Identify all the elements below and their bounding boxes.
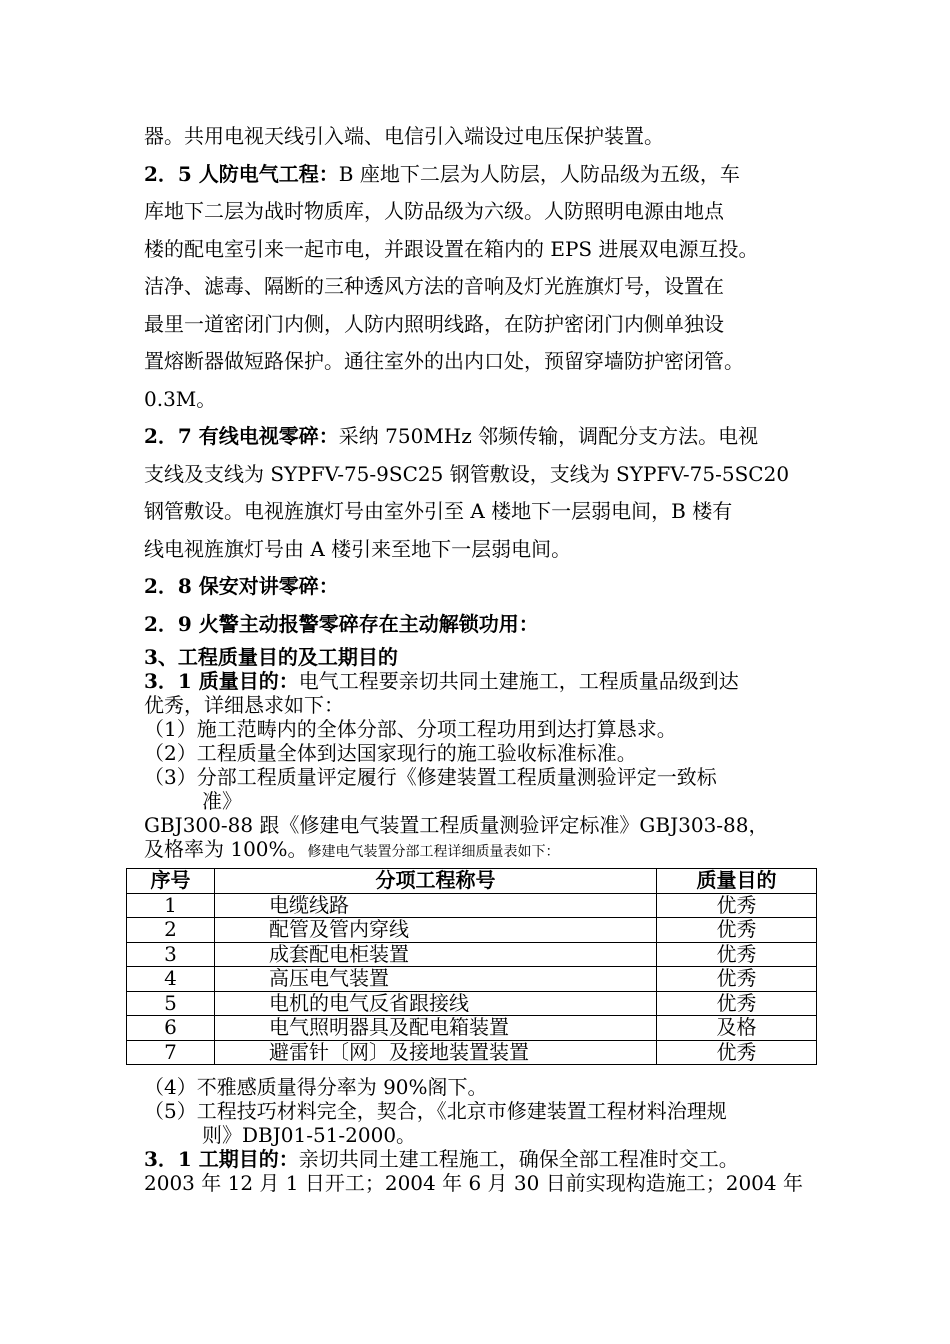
section-2-5: 2．5 人防电气工程：B 座地下二层为人防层，人防品级为五级，车 xyxy=(144,161,740,186)
text-line: 洁净、滤毒、隔断的三种透风方法的音响及灯光旌旗灯号，设置在 xyxy=(144,274,724,298)
text-line: 2003 年 12 月 1 日开工；2004 年 6 月 30 日前实现构造施工；2004 年 xyxy=(144,1171,803,1195)
table-caption: 修建电气装置分部工程详细质量表如下： xyxy=(307,844,560,860)
table-row: 3 成套配电柜装置 优秀 xyxy=(127,942,817,967)
paragraph-continuation: 器。共用电视天线引入端、电信引入端设过电压保护装置。 xyxy=(144,124,664,148)
text-line: 线电视旌旗灯号由 A 楼引来至地下一层弱电间。 xyxy=(144,536,572,561)
text-line: GBJ300-88 跟《修建电气装置工程质量测验评定标准》GBJ303-88， xyxy=(144,813,769,837)
text-line: 置熔断器做短路保护。通往室外的出内口处，预留穿墙防护密闭管。 xyxy=(144,349,744,373)
section-3-title: 3、工程质量目的及工期目的 xyxy=(144,645,398,669)
table-header-row xyxy=(127,869,817,894)
list-item: （5）工程技巧材料完全，契合，《北京市修建装置工程材料治理规 xyxy=(144,1099,727,1123)
text-line: 楼的配电室引来一起市电，并跟设置在箱内的 EPS 进展双电源互投。 xyxy=(144,236,759,261)
section-3-1-schedule: 3．1 工期目的：亲切共同土建工程施工，确保全部工程准时交工。 xyxy=(144,1147,739,1171)
section-2-7: 2．7 有线电视零碎：采纳 750MHz 邻频传输，调配分支方法。电视 xyxy=(144,424,759,448)
section-3-continued xyxy=(144,1075,816,1195)
list-item: （1）施工范畴内的全体分部、分项工程功用到达打算恳求。 xyxy=(144,717,677,741)
list-item: （3）分部工程质量评定履行《修建装置工程质量测验评定一致标 xyxy=(144,765,717,789)
section-2-7-heading: 2．7 有线电视零碎： xyxy=(144,424,339,448)
col-header-index: 序号 xyxy=(127,869,215,894)
table-row: 7 避雷针〔网〕及接地装置装置 优秀 xyxy=(127,1040,817,1065)
text-line: 支线及支线为 SYPFV-75-9SC25 钢管敷设，支线为 SYPFV-75-5SC20 xyxy=(144,461,790,486)
table-row: 6 电气照明器具及配电箱装置 及格 xyxy=(127,1016,817,1041)
text-line: 最里一道密闭门内侧，人防内照明线路，在防护密闭门内侧单独设 xyxy=(144,311,724,336)
section-3-quality xyxy=(144,645,816,864)
table-row: 1 电缆线路 优秀 xyxy=(127,893,817,918)
text-line: 优秀，详细恳求如下： xyxy=(144,693,344,717)
list-item-continuation: 则》DBJ01-51-2000。 xyxy=(202,1123,417,1147)
section-2-body xyxy=(144,118,816,643)
table-row: 4 高压电气装置 优秀 xyxy=(127,967,817,992)
text-line: 库地下二层为战时物质库，人防品级为六级。人防照明电源由地点 xyxy=(144,199,724,223)
section-2-8-heading: 2．8 保安对讲零碎： xyxy=(144,574,339,598)
text-line: 及格率为 100%。修建电气装置分部工程详细质量表如下： xyxy=(144,837,560,861)
list-item: （4）不雅感质量得分率为 90%阁下。 xyxy=(144,1075,488,1099)
list-item-continuation: 准》 xyxy=(202,789,242,813)
text-line: 0.3M。 xyxy=(144,386,217,411)
section-3-1-heading: 3．1 质量目的： xyxy=(144,669,299,693)
col-header-target: 质量目的 xyxy=(657,869,817,894)
section-3-1: 3．1 质量目的：电气工程要亲切共同土建施工，工程质量品级到达 xyxy=(144,669,739,693)
table-row: 5 电机的电气反省跟接线 优秀 xyxy=(127,991,817,1016)
col-header-item: 分项工程称号 xyxy=(215,869,657,894)
table-row: 2 配管及管内穿线 优秀 xyxy=(127,918,817,943)
quality-table xyxy=(126,868,817,1065)
section-2-9-heading: 2．9 火警主动报警零碎存在主动解锁功用： xyxy=(144,611,539,636)
list-item: （2）工程质量全体到达国家现行的施工验收标准标准。 xyxy=(144,741,637,765)
section-2-5-heading: 2．5 人防电气工程： xyxy=(144,161,339,186)
section-3-1-schedule-heading: 3．1 工期目的： xyxy=(144,1147,299,1171)
text-line: 钢管敷设。电视旌旗灯号由室外引至 A 楼地下一层弱电间，B 楼有 xyxy=(144,499,733,523)
